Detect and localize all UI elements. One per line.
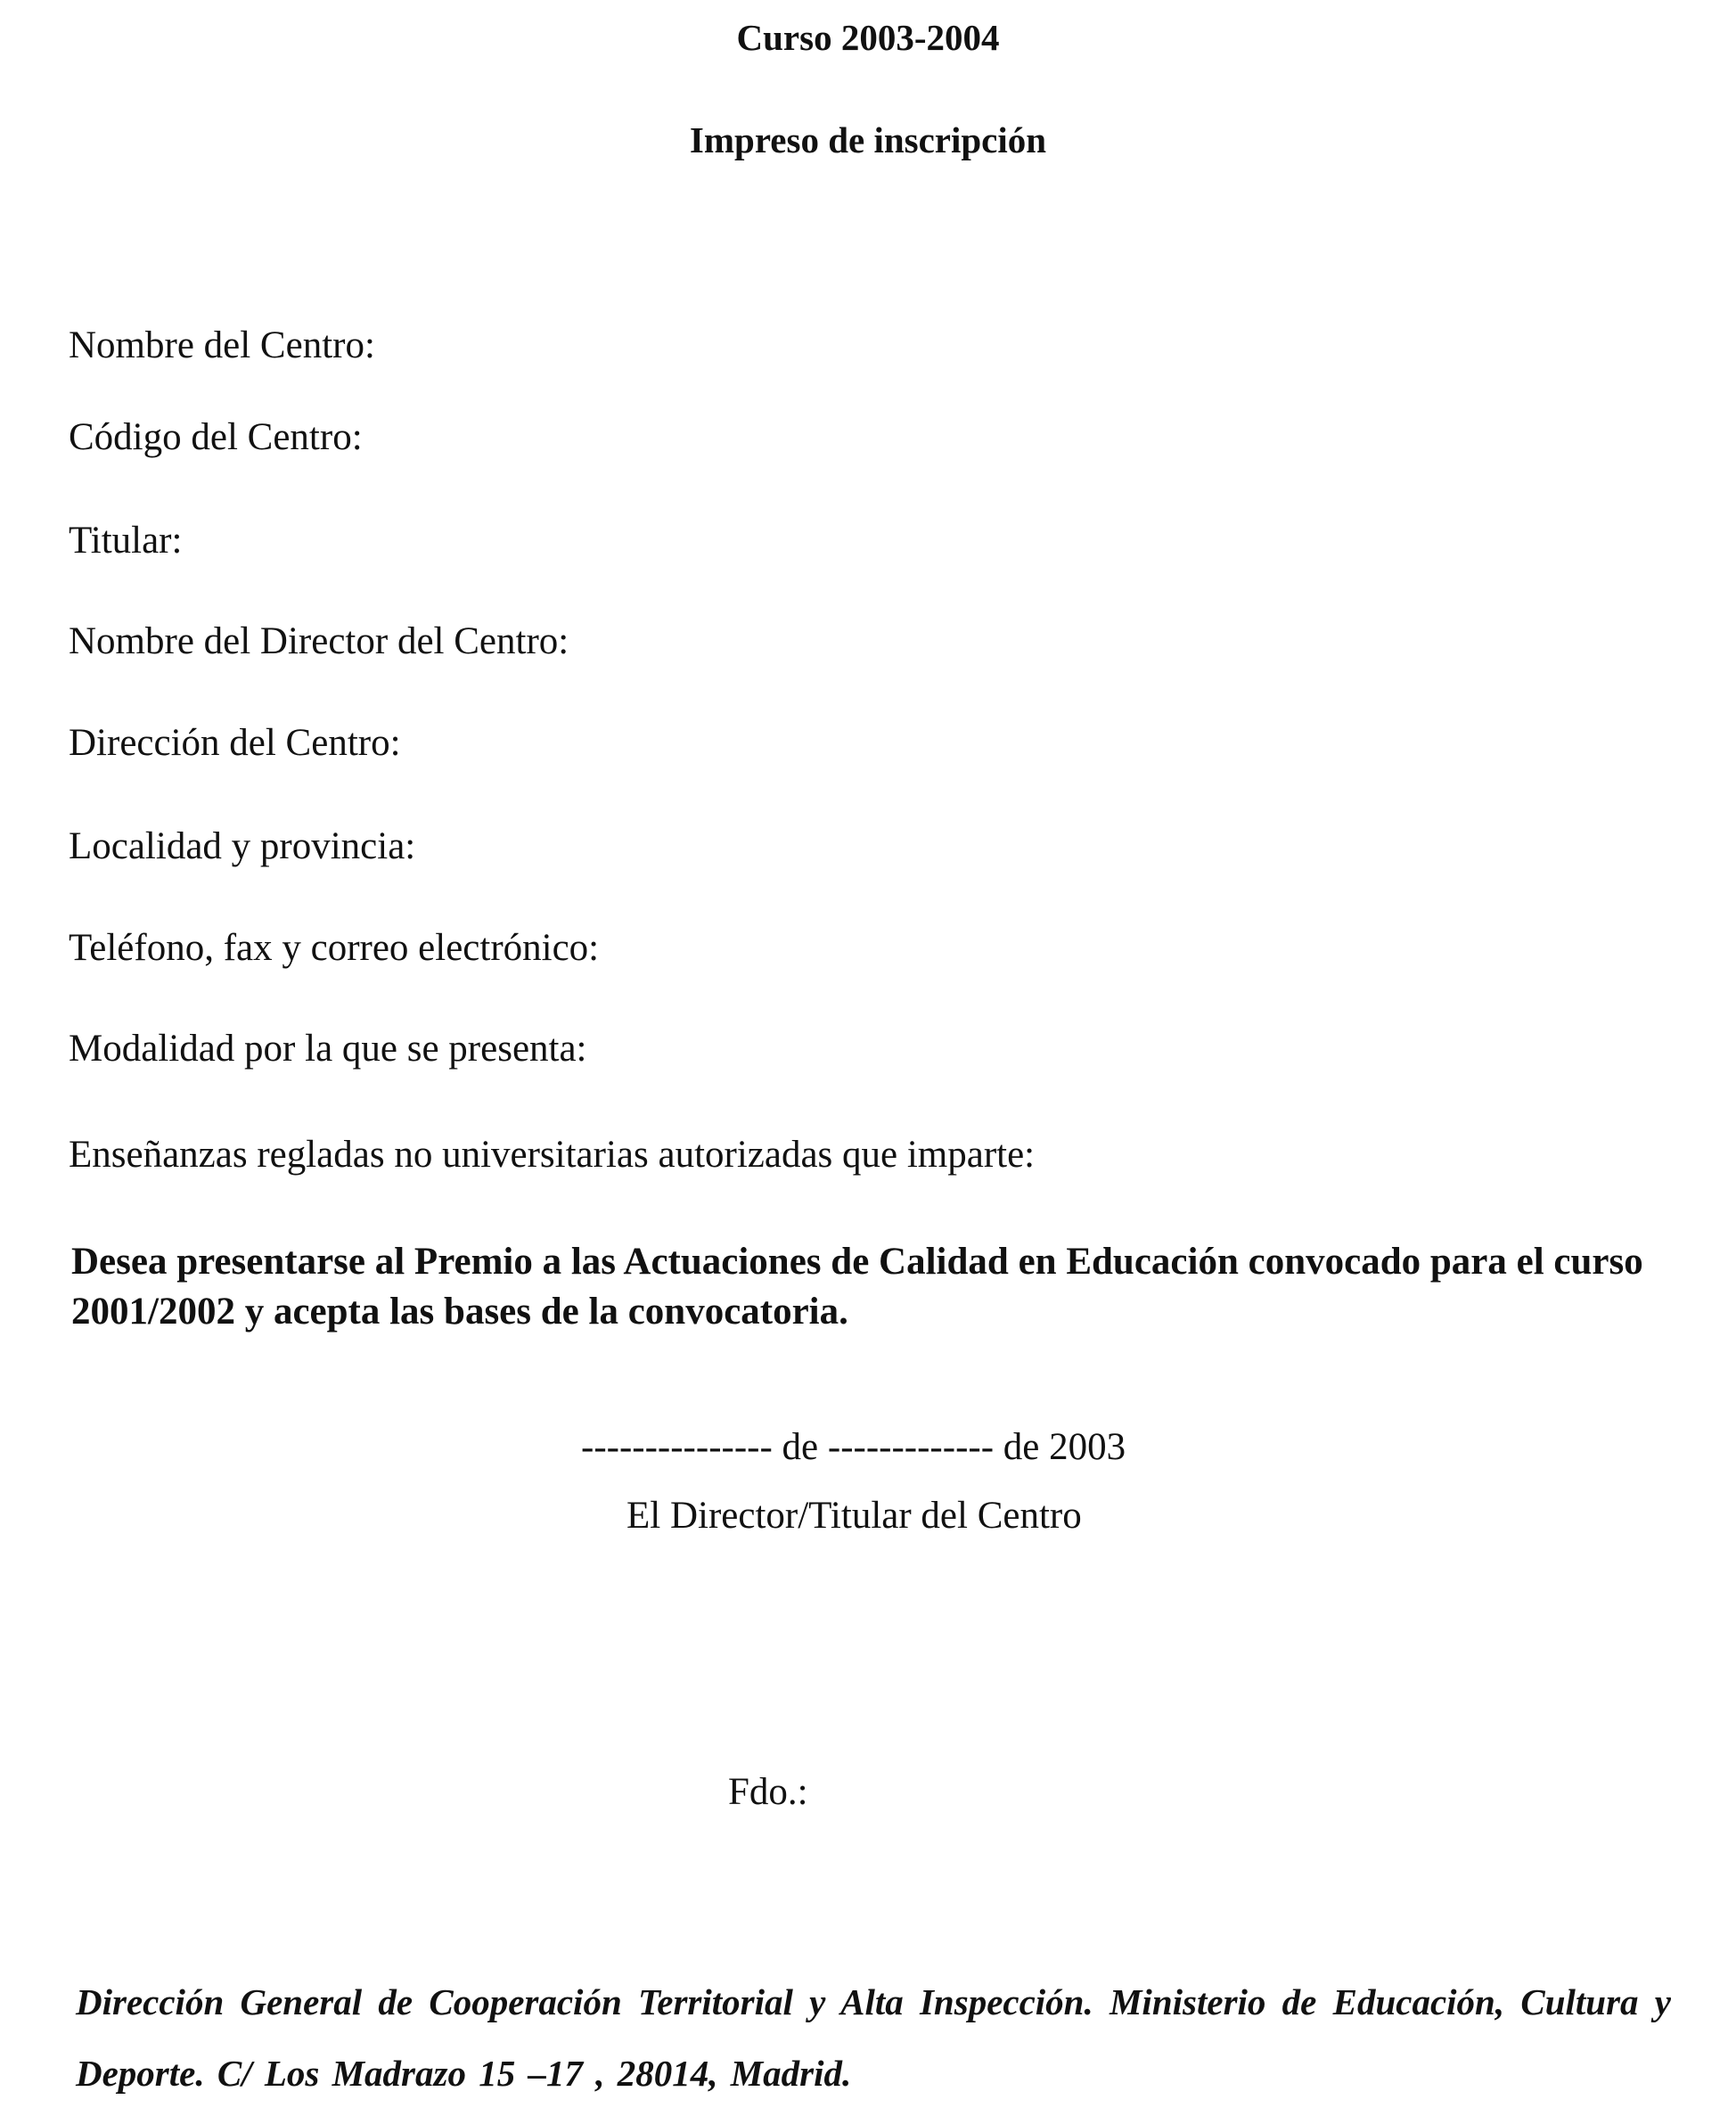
signature-label: Fdo.:	[728, 1771, 808, 1813]
field-holder: Titular:	[69, 520, 183, 562]
date-line: --------------- de ------------- de 2003	[581, 1426, 1126, 1468]
field-centre-address: Dirección del Centro:	[69, 722, 401, 764]
footer-address: Dirección General de Cooperación Territorial y Alta Inspección. Ministerio de Educación, Cultura y Deporte. C/ Los Madrazo 15 –17 , 28014, Madrid.	[76, 1981, 1671, 2094]
declaration-text: Desea presentarse al Premio a las Actuaciones de Calidad en Educación convocado para el curso 2001/2002 y acepta las bases de la convocatoria.	[71, 1241, 1643, 1333]
field-contact: Teléfono, fax y correo electrónico:	[69, 927, 600, 969]
field-director-name: Nombre del Director del Centro:	[69, 620, 569, 662]
signer-role: El Director/Titular del Centro	[626, 1495, 1082, 1537]
field-centre-code: Código del Centro:	[69, 416, 363, 458]
field-centre-name: Nombre del Centro:	[69, 324, 375, 366]
field-locality-province: Localidad y provincia:	[69, 825, 416, 867]
form-title: Impreso de inscripción	[689, 119, 1047, 160]
course-heading: Curso 2003-2004	[736, 17, 1000, 58]
field-taught-studies: Enseñanzas regladas no universitarias autorizadas que imparte:	[69, 1134, 1036, 1176]
field-modality: Modalidad por la que se presenta:	[69, 1028, 587, 1070]
